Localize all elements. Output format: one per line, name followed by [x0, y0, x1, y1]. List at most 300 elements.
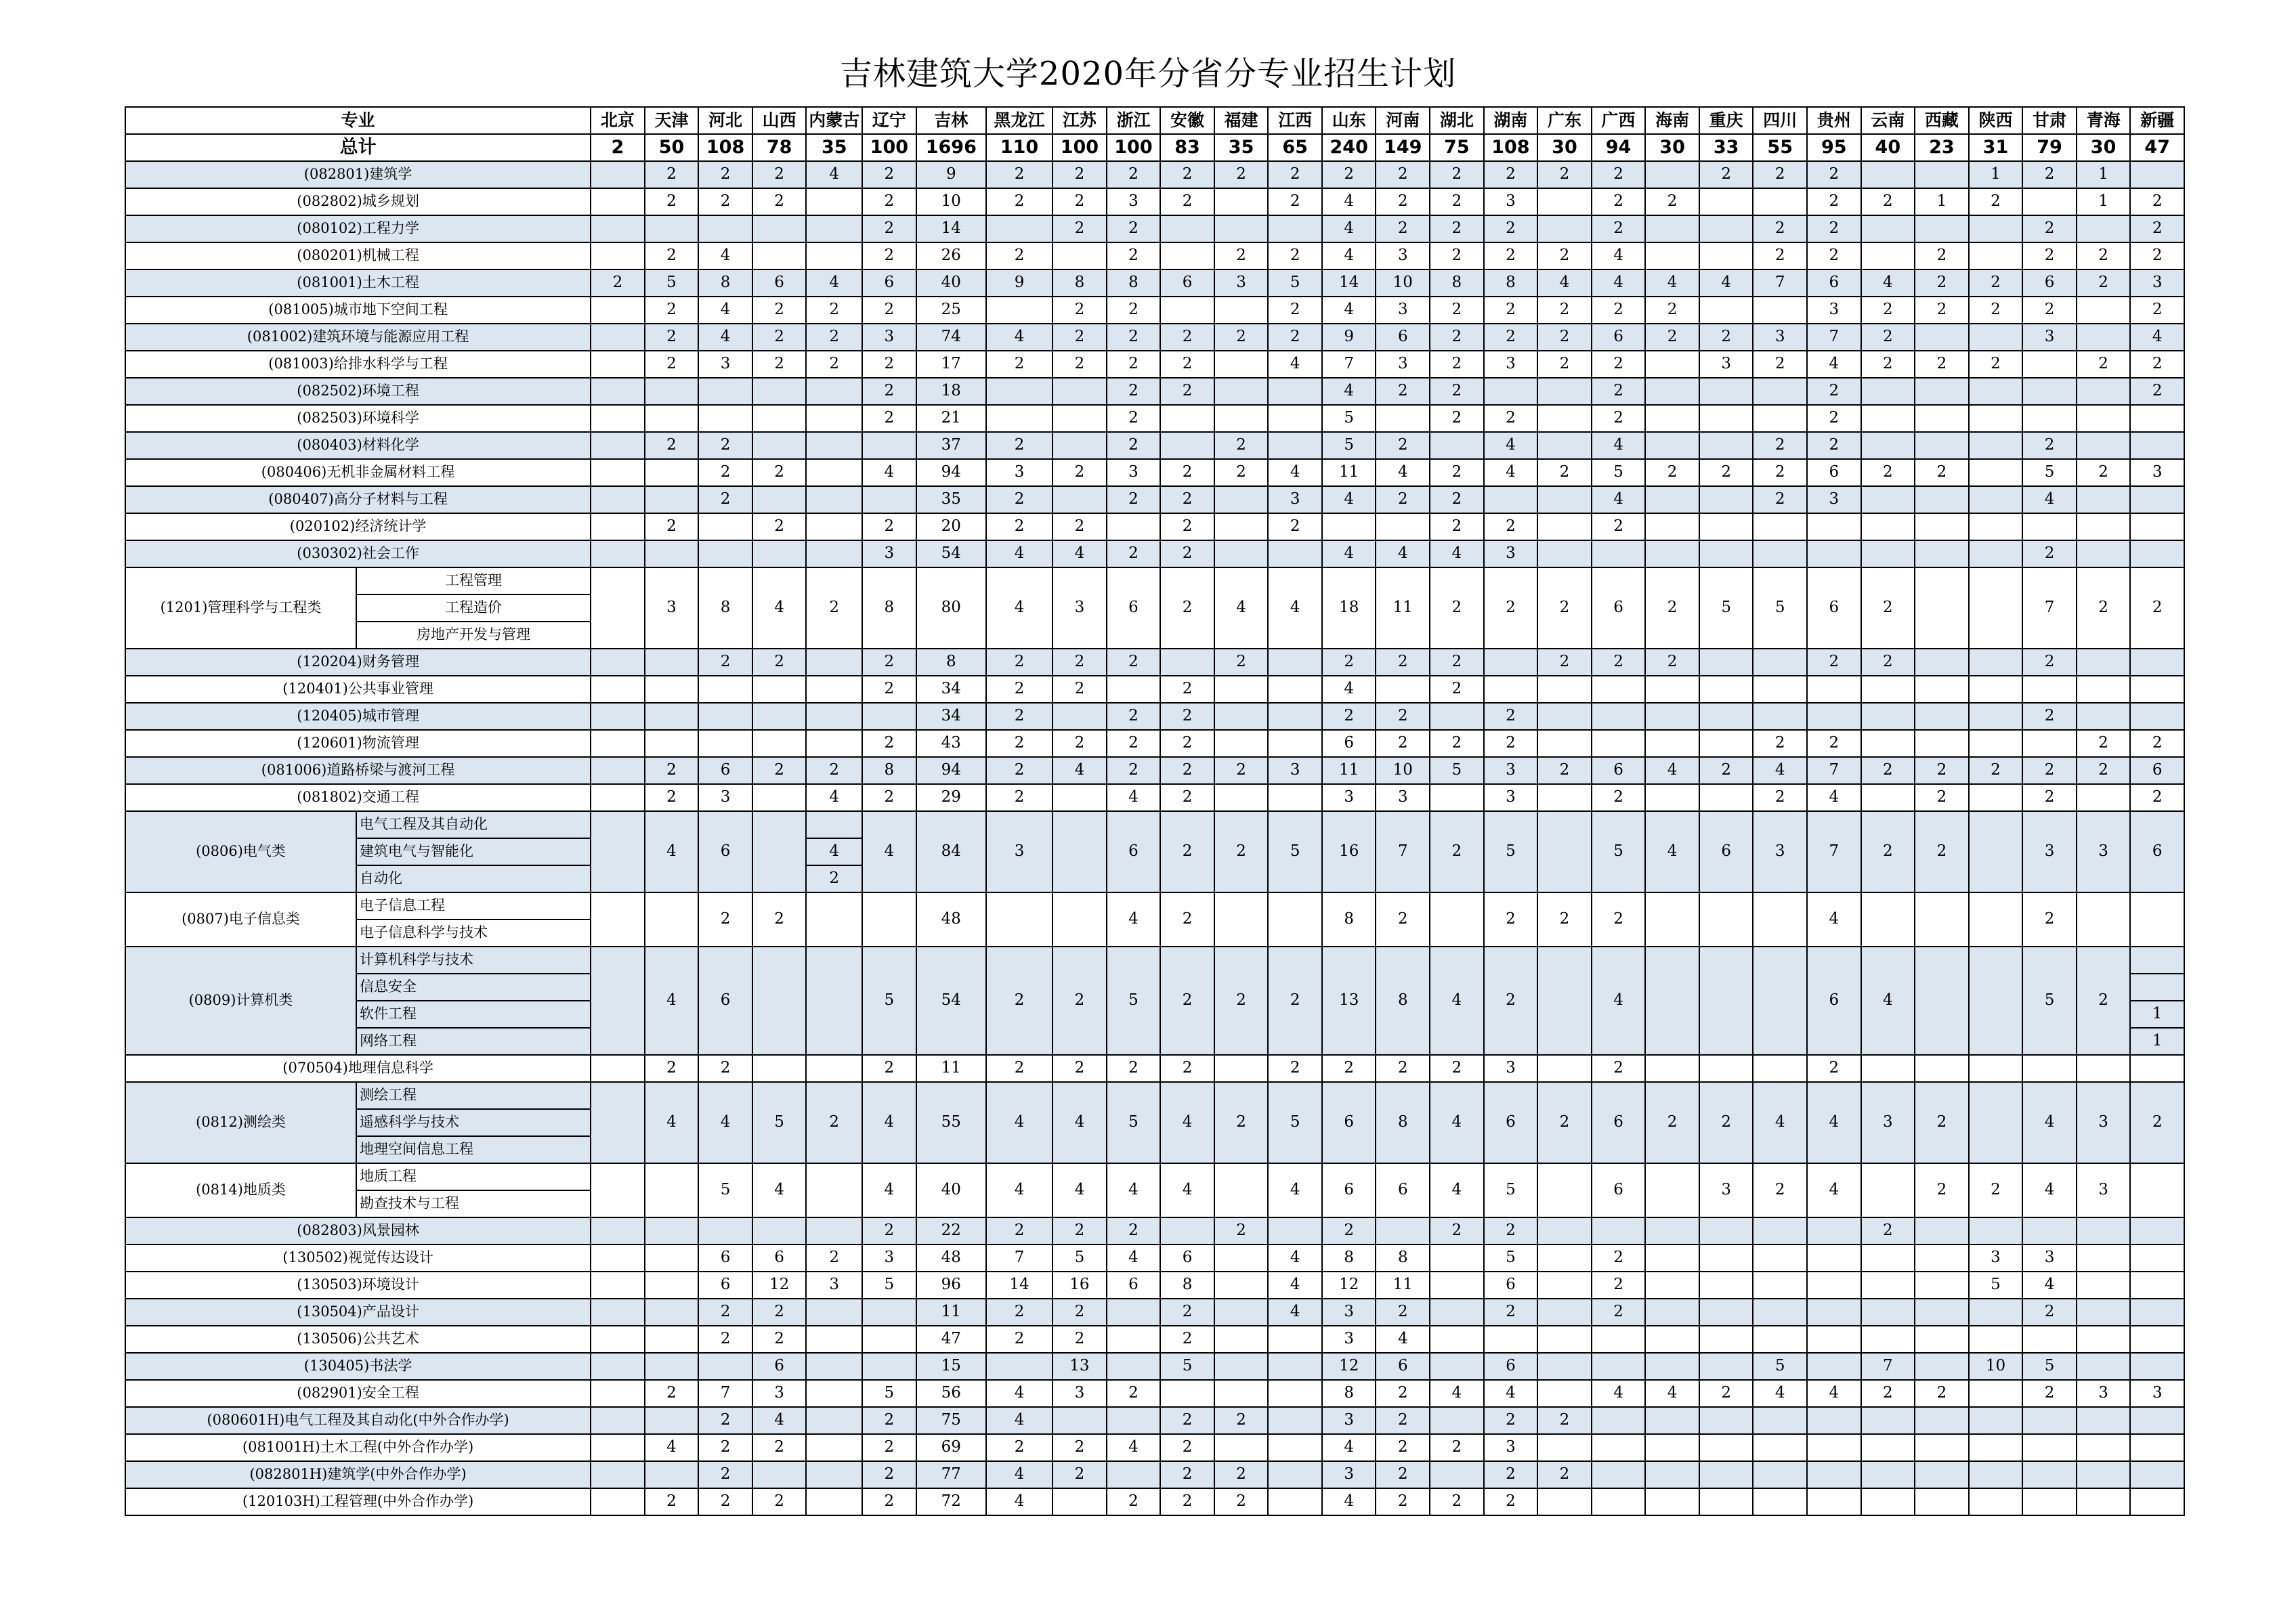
value-cell: 2 — [698, 1407, 752, 1434]
province-header: 云南 — [1861, 107, 1915, 134]
value-cell: 2 — [1322, 1055, 1376, 1082]
value-cell — [1969, 540, 2023, 567]
value-cell — [1107, 676, 1161, 703]
value-cell — [1915, 540, 1969, 567]
value-cell: 2 — [1160, 1434, 1214, 1461]
total-cell: 100 — [862, 134, 916, 161]
value-cell: 2 — [1107, 730, 1161, 757]
value-cell — [698, 215, 752, 242]
value-cell: 6 — [1107, 567, 1161, 649]
sub-major-name: 地质工程 — [356, 1163, 591, 1190]
value-cell — [1537, 513, 1592, 540]
value-cell: 7 — [1807, 811, 1861, 892]
value-cell: 2 — [1699, 757, 1753, 784]
value-cell — [806, 1488, 862, 1515]
value-cell: 2 — [1484, 1461, 1538, 1488]
value-cell: 6 — [1592, 567, 1646, 649]
table-row — [125, 1407, 2184, 1434]
value-cell: 2 — [1107, 432, 1161, 459]
value-cell — [1645, 1326, 1699, 1353]
value-cell — [1753, 703, 1807, 730]
value-cell: 4 — [1699, 269, 1753, 297]
table-row — [125, 784, 2184, 811]
value-cell: 2 — [2077, 242, 2131, 269]
value-cell — [2077, 215, 2131, 242]
major-name: (082502)环境工程 — [125, 378, 591, 405]
value-cell: 2 — [752, 649, 807, 676]
value-cell — [2130, 405, 2184, 432]
value-cell — [1645, 1055, 1699, 1082]
value-cell: 5 — [1753, 567, 1807, 649]
total-cell: 55 — [1753, 134, 1807, 161]
value-cell — [752, 378, 807, 405]
value-cell — [1537, 432, 1592, 459]
value-cell — [1861, 1407, 1915, 1434]
value-cell: 2 — [1430, 405, 1484, 432]
value-cell: 2 — [2022, 649, 2077, 676]
value-cell: 2 — [1753, 730, 1807, 757]
value-cell: 2 — [1861, 811, 1915, 892]
value-cell — [1969, 567, 2023, 649]
table-row — [125, 947, 2184, 974]
value-cell: 2 — [698, 1326, 752, 1353]
value-cell: 7 — [1807, 757, 1861, 784]
value-cell: 4 — [1807, 1163, 1861, 1217]
value-cell — [1214, 378, 1269, 405]
value-cell — [1160, 649, 1214, 676]
value-cell: 2 — [862, 405, 916, 432]
major-name: (0809)计算机类 — [125, 947, 356, 1055]
value-cell: 3 — [2077, 811, 2131, 892]
value-cell — [1699, 1272, 1753, 1299]
value-cell: 2 — [1268, 947, 1322, 1055]
value-cell — [752, 676, 807, 703]
value-cell: 2 — [1537, 161, 1592, 188]
value-cell: 2 — [1592, 649, 1646, 676]
value-cell — [1430, 1245, 1484, 1272]
value-cell — [1376, 676, 1430, 703]
total-cell: 40 — [1861, 134, 1915, 161]
value-cell: 4 — [1592, 1380, 1646, 1407]
value-cell — [591, 1461, 645, 1488]
value-cell — [591, 297, 645, 324]
value-cell: 2 — [1969, 297, 2023, 324]
value-cell: 2 — [1592, 188, 1646, 215]
value-cell: 4 — [752, 1407, 807, 1434]
value-cell: 2 — [1807, 242, 1861, 269]
value-cell — [806, 242, 862, 269]
value-cell: 7 — [1861, 1353, 1915, 1380]
value-cell — [1214, 540, 1269, 567]
total-cell: 23 — [1915, 134, 1969, 161]
total-cell: 100 — [1053, 134, 1107, 161]
value-cell: 4 — [986, 540, 1053, 567]
value-cell — [2130, 1326, 2184, 1353]
province-header: 海南 — [1645, 107, 1699, 134]
value-cell: 8 — [1322, 1380, 1376, 1407]
value-cell: 2 — [1484, 892, 1538, 947]
value-cell: 40 — [916, 1163, 986, 1217]
major-name: (081003)给排水科学与工程 — [125, 351, 591, 378]
value-cell — [1753, 649, 1807, 676]
value-cell: 2 — [1268, 188, 1322, 215]
value-cell: 7 — [1807, 324, 1861, 351]
value-cell — [1107, 1353, 1161, 1380]
value-cell: 7 — [698, 1380, 752, 1407]
value-cell — [1430, 892, 1484, 947]
value-cell — [1592, 703, 1646, 730]
value-cell: 2 — [986, 432, 1053, 459]
value-cell: 2 — [1160, 676, 1214, 703]
value-cell: 4 — [1753, 1380, 1807, 1407]
value-cell: 2 — [1376, 1055, 1430, 1082]
value-cell: 2 — [1107, 703, 1161, 730]
value-cell: 14 — [916, 215, 986, 242]
value-cell — [2130, 1272, 2184, 1299]
value-cell: 4 — [1376, 1326, 1430, 1353]
value-cell: 2 — [2130, 188, 2184, 215]
value-cell — [862, 1353, 916, 1380]
value-cell: 3 — [2130, 459, 2184, 486]
header-major: 专业 — [125, 107, 591, 134]
value-cell — [2130, 432, 2184, 459]
value-cell — [645, 1299, 699, 1326]
value-cell: 4 — [1861, 269, 1915, 297]
value-cell — [752, 1461, 807, 1488]
value-cell — [1645, 1488, 1699, 1515]
value-cell: 3 — [1484, 757, 1538, 784]
table-row — [125, 1055, 2184, 1082]
value-cell: 2 — [752, 161, 807, 188]
value-cell: 2 — [2130, 378, 2184, 405]
value-cell: 5 — [1268, 811, 1322, 892]
value-cell — [752, 1055, 807, 1082]
value-cell: 2 — [862, 1407, 916, 1434]
value-cell — [591, 188, 645, 215]
value-cell: 2 — [2022, 1380, 2077, 1407]
value-cell — [1537, 1353, 1592, 1380]
value-cell: 2 — [645, 513, 699, 540]
value-cell: 2 — [986, 757, 1053, 784]
value-cell: 2 — [1268, 297, 1322, 324]
province-header: 山西 — [752, 107, 807, 134]
sub-major-name: 遥感科学与技术 — [356, 1109, 591, 1136]
value-cell: 5 — [1753, 1353, 1807, 1380]
value-cell — [1268, 676, 1322, 703]
value-cell: 14 — [1322, 269, 1376, 297]
value-cell — [806, 947, 862, 1055]
value-cell: 3 — [1376, 242, 1430, 269]
value-cell — [1537, 486, 1592, 513]
value-cell: 2 — [806, 567, 862, 649]
value-cell — [986, 1353, 1053, 1380]
value-cell — [862, 486, 916, 513]
value-cell: 2 — [1107, 1380, 1161, 1407]
value-cell: 4 — [1268, 1163, 1322, 1217]
value-cell: 4 — [1807, 351, 1861, 378]
value-cell — [1753, 1326, 1807, 1353]
value-cell: 54 — [916, 947, 986, 1055]
value-cell — [591, 1163, 645, 1217]
major-name: (082801H)建筑学(中外合作办学) — [125, 1461, 591, 1488]
value-cell: 4 — [806, 161, 862, 188]
province-header: 河北 — [698, 107, 752, 134]
value-cell — [1537, 730, 1592, 757]
value-cell — [1053, 1488, 1107, 1515]
value-cell — [1969, 405, 2023, 432]
value-cell: 2 — [1592, 1299, 1646, 1326]
value-cell: 2 — [1322, 649, 1376, 676]
value-cell: 2 — [986, 676, 1053, 703]
value-cell — [806, 1461, 862, 1488]
value-cell — [2130, 974, 2184, 1001]
value-cell: 2 — [986, 1326, 1053, 1353]
value-cell — [2022, 1326, 2077, 1353]
value-cell — [1214, 676, 1269, 703]
value-cell: 2 — [1214, 811, 1269, 892]
value-cell: 2 — [1376, 1434, 1430, 1461]
value-cell: 4 — [1484, 459, 1538, 486]
value-cell: 43 — [916, 730, 986, 757]
value-cell: 2 — [1915, 297, 1969, 324]
value-cell: 2 — [1430, 378, 1484, 405]
value-cell: 2 — [1214, 1488, 1269, 1515]
value-cell: 4 — [1645, 757, 1699, 784]
value-cell: 2 — [1915, 784, 1969, 811]
value-cell — [752, 432, 807, 459]
value-cell — [1214, 188, 1269, 215]
value-cell: 3 — [1376, 784, 1430, 811]
value-cell — [1861, 215, 1915, 242]
value-cell: 4 — [986, 1461, 1053, 1488]
value-cell — [591, 161, 645, 188]
value-cell — [1807, 1407, 1861, 1434]
value-cell: 4 — [1053, 540, 1107, 567]
province-header: 贵州 — [1807, 107, 1861, 134]
value-cell — [1214, 1272, 1269, 1299]
value-cell: 2 — [645, 242, 699, 269]
value-cell: 56 — [916, 1380, 986, 1407]
value-cell: 4 — [986, 1163, 1053, 1217]
value-cell — [2077, 1299, 2131, 1326]
value-cell: 8 — [862, 757, 916, 784]
value-cell — [1969, 378, 2023, 405]
value-cell: 2 — [862, 1434, 916, 1461]
value-cell — [2130, 1488, 2184, 1515]
value-cell: 2 — [1053, 947, 1107, 1055]
value-cell: 3 — [1268, 486, 1322, 513]
value-cell: 2 — [1430, 242, 1484, 269]
value-cell: 20 — [916, 513, 986, 540]
value-cell: 37 — [916, 432, 986, 459]
province-header: 山东 — [1322, 107, 1376, 134]
value-cell: 69 — [916, 1434, 986, 1461]
value-cell — [1915, 1245, 1969, 1272]
value-cell: 2 — [1376, 1488, 1430, 1515]
value-cell — [1484, 676, 1538, 703]
sub-major-name: 勘查技术与工程 — [356, 1190, 591, 1217]
value-cell — [1753, 1488, 1807, 1515]
value-cell — [806, 649, 862, 676]
value-cell — [2130, 1217, 2184, 1245]
value-cell: 2 — [862, 297, 916, 324]
value-cell: 4 — [986, 1488, 1053, 1515]
value-cell: 35 — [916, 486, 986, 513]
value-cell — [645, 215, 699, 242]
value-cell — [1592, 676, 1646, 703]
value-cell — [1053, 784, 1107, 811]
value-cell — [2130, 161, 2184, 188]
value-cell: 2 — [1376, 378, 1430, 405]
value-cell: 2 — [1430, 297, 1484, 324]
value-cell: 5 — [645, 269, 699, 297]
value-cell — [2130, 1407, 2184, 1434]
value-cell: 6 — [1160, 269, 1214, 297]
value-cell: 2 — [1592, 161, 1646, 188]
value-cell — [986, 215, 1053, 242]
value-cell: 4 — [645, 1082, 699, 1163]
value-cell: 3 — [1807, 297, 1861, 324]
value-cell — [806, 1217, 862, 1245]
value-cell: 4 — [1537, 269, 1592, 297]
value-cell: 6 — [1592, 1163, 1646, 1217]
value-cell — [1430, 1461, 1484, 1488]
value-cell — [1861, 676, 1915, 703]
value-cell: 6 — [1376, 1353, 1430, 1380]
value-cell — [698, 703, 752, 730]
value-cell: 2 — [2077, 730, 2131, 757]
value-cell — [1861, 1434, 1915, 1461]
value-cell: 2 — [1053, 730, 1107, 757]
value-cell — [591, 1299, 645, 1326]
value-cell: 2 — [1376, 161, 1430, 188]
value-cell — [2077, 892, 2131, 947]
total-cell: 35 — [1214, 134, 1269, 161]
value-cell — [2130, 540, 2184, 567]
value-cell — [1268, 540, 1322, 567]
value-cell — [1645, 351, 1699, 378]
value-cell: 4 — [1592, 242, 1646, 269]
value-cell — [1699, 540, 1753, 567]
value-cell: 3 — [986, 459, 1053, 486]
value-cell — [591, 1434, 645, 1461]
value-cell — [752, 486, 807, 513]
value-cell: 2 — [1268, 161, 1322, 188]
value-cell: 6 — [698, 1245, 752, 1272]
value-cell: 2 — [1053, 188, 1107, 215]
value-cell — [1861, 540, 1915, 567]
total-cell: 94 — [1592, 134, 1646, 161]
value-cell — [1537, 1326, 1592, 1353]
value-cell: 4 — [698, 297, 752, 324]
value-cell: 2 — [1645, 297, 1699, 324]
value-cell: 2 — [806, 1245, 862, 1272]
value-cell: 3 — [1484, 351, 1538, 378]
value-cell — [591, 540, 645, 567]
value-cell — [1969, 432, 2023, 459]
value-cell — [2077, 649, 2131, 676]
value-cell: 94 — [916, 459, 986, 486]
value-cell — [2022, 378, 2077, 405]
value-cell — [1537, 947, 1592, 1055]
value-cell — [591, 378, 645, 405]
value-cell: 2 — [986, 730, 1053, 757]
value-cell — [1592, 1488, 1646, 1515]
value-cell: 40 — [916, 269, 986, 297]
value-cell — [1645, 432, 1699, 459]
total-cell: 35 — [806, 134, 862, 161]
value-cell: 2 — [1484, 405, 1538, 432]
value-cell — [1430, 1299, 1484, 1326]
value-cell — [1861, 1326, 1915, 1353]
major-name: (130405)书法学 — [125, 1353, 591, 1380]
total-cell: 110 — [986, 134, 1053, 161]
value-cell — [591, 324, 645, 351]
value-cell — [1645, 486, 1699, 513]
value-cell: 5 — [752, 1082, 807, 1163]
table-row — [125, 215, 2184, 242]
value-cell: 4 — [1322, 242, 1376, 269]
value-cell: 4 — [698, 324, 752, 351]
value-cell — [1537, 676, 1592, 703]
value-cell — [806, 676, 862, 703]
value-cell — [806, 1434, 862, 1461]
value-cell — [1107, 1326, 1161, 1353]
value-cell: 77 — [916, 1461, 986, 1488]
value-cell — [1214, 703, 1269, 730]
value-cell — [1807, 676, 1861, 703]
value-cell: 2 — [1861, 351, 1915, 378]
value-cell: 4 — [2022, 1082, 2077, 1163]
value-cell: 10 — [1376, 757, 1430, 784]
table-row — [125, 1461, 2184, 1488]
value-cell — [2130, 676, 2184, 703]
value-cell — [1053, 432, 1107, 459]
major-name: (080201)机械工程 — [125, 242, 591, 269]
value-cell: 3 — [1484, 1055, 1538, 1082]
value-cell — [1268, 1434, 1322, 1461]
value-cell — [752, 215, 807, 242]
value-cell: 4 — [1484, 432, 1538, 459]
province-header: 湖北 — [1430, 107, 1484, 134]
province-header: 辽宁 — [862, 107, 916, 134]
value-cell — [1214, 1245, 1269, 1272]
value-cell — [752, 405, 807, 432]
value-cell — [1969, 1434, 2023, 1461]
value-cell: 2 — [1807, 405, 1861, 432]
value-cell — [591, 649, 645, 676]
value-cell: 8 — [1376, 947, 1430, 1055]
value-cell — [1214, 730, 1269, 757]
value-cell — [2077, 1407, 2131, 1434]
value-cell: 2 — [1753, 432, 1807, 459]
value-cell — [1537, 1245, 1592, 1272]
sub-major-name: 工程管理 — [356, 567, 591, 594]
value-cell: 2 — [752, 757, 807, 784]
value-cell: 4 — [862, 1082, 916, 1163]
value-cell: 7 — [986, 1245, 1053, 1272]
table-row — [125, 161, 2184, 188]
value-cell — [1268, 892, 1322, 947]
value-cell: 1 — [2077, 161, 2131, 188]
value-cell — [1753, 405, 1807, 432]
value-cell — [1969, 1407, 2023, 1434]
value-cell — [1699, 486, 1753, 513]
province-header: 陕西 — [1969, 107, 2023, 134]
value-cell — [1969, 1217, 2023, 1245]
value-cell: 2 — [1915, 1380, 1969, 1407]
value-cell — [1645, 242, 1699, 269]
